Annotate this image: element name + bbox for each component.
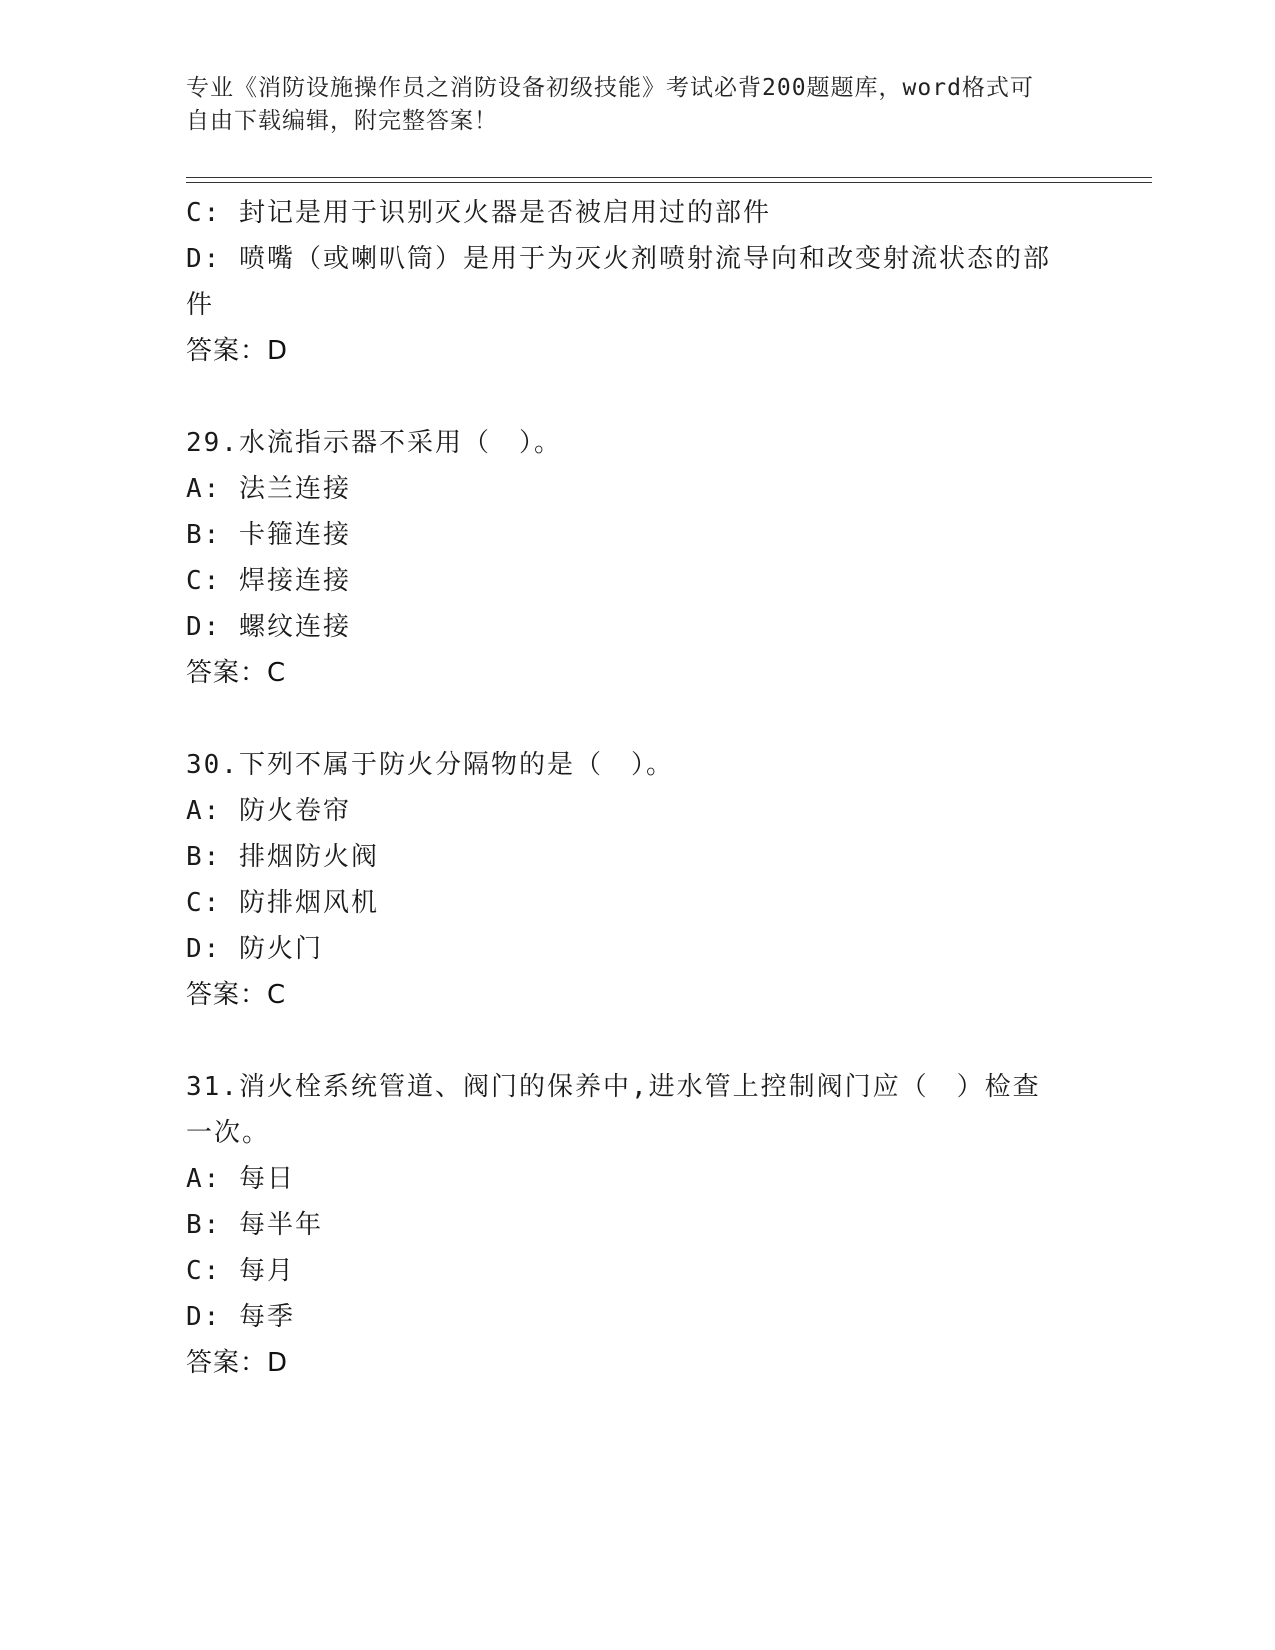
header-divider-top xyxy=(186,177,1152,178)
option-a: A: 防火卷帘 xyxy=(186,796,351,826)
question-stem: 29.水流指示器不采用（ ）。 xyxy=(186,428,562,458)
question-29 xyxy=(186,420,1086,696)
option-b: B: 卡箍连接 xyxy=(186,520,351,550)
answer: 答案：D xyxy=(186,1348,289,1378)
header-line-1: 专业《消防设施操作员之消防设备初级技能》考试必背200题题库，word格式可 xyxy=(186,75,1034,101)
option-c: C: 封记是用于识别灭火器是否被启用过的部件 xyxy=(186,198,771,228)
answer: 答案：D xyxy=(186,336,289,366)
option-a: A: 法兰连接 xyxy=(186,474,351,504)
answer: 答案：C xyxy=(186,658,287,688)
question-30 xyxy=(186,742,1086,1018)
document-header xyxy=(186,72,1086,138)
question-stem: 31.消火栓系统管道、阀门的保养中,进水管上控制阀门应（ ）检查 xyxy=(186,1072,1041,1102)
header-divider-bottom xyxy=(186,182,1152,183)
spacer xyxy=(186,696,1086,742)
question-list xyxy=(186,190,1086,1386)
question-stem: 30.下列不属于防火分隔物的是（ ）。 xyxy=(186,750,674,780)
option-d: D: 每季 xyxy=(186,1302,295,1332)
header-line-2: 自由下载编辑，附完整答案！ xyxy=(186,108,498,134)
option-b: B: 排烟防火阀 xyxy=(186,842,379,872)
option-c: C: 每月 xyxy=(186,1256,295,1286)
option-d-continued: 件 xyxy=(186,290,215,320)
spacer xyxy=(186,1018,1086,1064)
option-d: D: 螺纹连接 xyxy=(186,612,351,642)
question-28-tail xyxy=(186,190,1086,374)
option-d: D: 防火门 xyxy=(186,934,323,964)
option-c: C: 防排烟风机 xyxy=(186,888,379,918)
spacer xyxy=(186,374,1086,420)
answer: 答案：C xyxy=(186,980,287,1010)
question-stem-continued: 一次。 xyxy=(186,1118,271,1148)
option-a: A: 每日 xyxy=(186,1164,295,1194)
option-b: B: 每半年 xyxy=(186,1210,323,1240)
question-31 xyxy=(186,1064,1086,1386)
option-c: C: 焊接连接 xyxy=(186,566,351,596)
option-d: D: 喷嘴（或喇叭筒）是用于为灭火剂喷射流导向和改变射流状态的部 xyxy=(186,244,1051,274)
